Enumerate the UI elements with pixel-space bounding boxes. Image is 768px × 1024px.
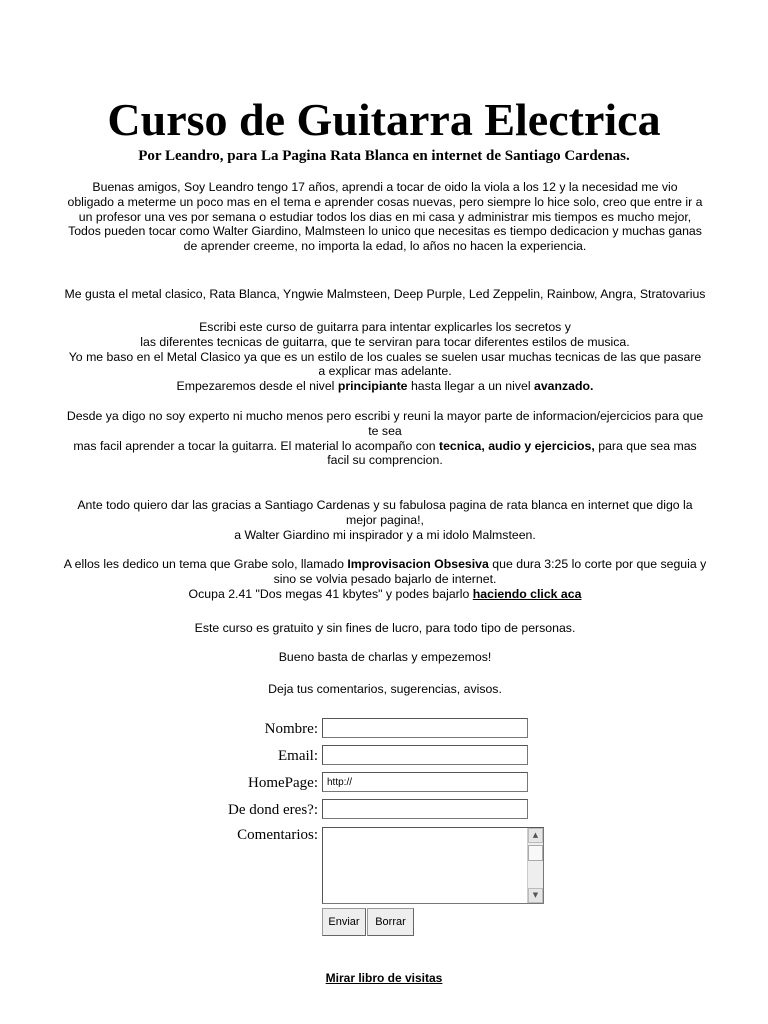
- song-title: Improvisacion Obsesiva: [347, 557, 489, 571]
- dedication-line: [40, 587, 730, 602]
- material-line: facil su comprencion.: [327, 453, 443, 468]
- scroll-thumb[interactable]: [528, 845, 543, 861]
- dedication-paragraph: [40, 557, 730, 601]
- course-line: las diferentes tecnicas de guitarra, que te serviran para tocar diferentes estilos de musica.: [140, 334, 630, 349]
- intro-line: Todos pueden tocar como Walter Giardino, Malmsteen lo unico que necesitas es tiempo dedicacion y muchas ganas: [68, 224, 702, 239]
- comments-scrollbar[interactable]: [527, 828, 543, 903]
- intro-line: de aprender creeme, no importa la edad, lo años no hacen la experiencia.: [183, 239, 587, 254]
- thanks-line: a Walter Giardino mi inspirador y a mi idolo Malmsteen.: [234, 527, 536, 542]
- thanks-paragraph: [40, 498, 730, 542]
- comments-box: [322, 827, 544, 904]
- page-title: Curso de Guitarra Electrica: [107, 94, 661, 145]
- page-subtitle: Por Leandro, para La Pagina Rata Blanca en internet de Santiago Cardenas.: [138, 148, 630, 164]
- bands-paragraph: Me gusta el metal clasico, Rata Blanca, Yngwie Malmsteen, Deep Purple, Led Zeppelin, Rainbow, Angra, Stratovarius: [64, 287, 706, 301]
- course-level-text: Empezaremos desde el nivel: [176, 379, 338, 394]
- course-paragraph: [40, 320, 730, 394]
- submit-button[interactable]: Enviar: [322, 908, 366, 936]
- course-level-line: [40, 379, 730, 394]
- guestbook-link[interactable]: Mirar libro de visitas: [325, 971, 443, 985]
- email-label: Email:: [278, 748, 318, 764]
- thanks-line: mejor pagina!,: [346, 512, 424, 527]
- name-input[interactable]: [322, 718, 528, 738]
- name-label: Nombre:: [264, 721, 318, 737]
- origin-input[interactable]: [322, 799, 528, 819]
- origin-label: De dond eres?:: [228, 802, 318, 818]
- intro-line: Buenas amigos, Soy Leandro tengo 17 años, aprendi a tocar de oido la viola a los 12 y la necesidad me vio: [92, 180, 678, 194]
- footer: [0, 971, 768, 986]
- level-beginner: principiante: [337, 379, 408, 394]
- course-level-text: hasta llegar a un nivel: [407, 379, 534, 394]
- intro-paragraph: [40, 180, 730, 254]
- level-advanced: avanzado.: [534, 379, 594, 394]
- dedication-line: [40, 557, 730, 572]
- dedication-text: que dura 3:25 lo corte por que seguia y: [488, 557, 707, 571]
- comments-textarea[interactable]: [323, 828, 527, 903]
- scroll-up-icon[interactable]: ▲: [528, 828, 543, 843]
- material-highlight: tecnica, audio y ejercicios,: [438, 438, 595, 453]
- email-input[interactable]: [322, 745, 528, 765]
- course-line: Yo me baso en el Metal Clasico ya que es un estilo de los cuales se suelen usar muchas tecnicas de las que pasare: [68, 349, 702, 364]
- material-line: Desde ya digo no soy experto ni mucho menos pero escribi y reuni la mayor parte de informacion/ejercicios para que: [66, 409, 704, 423]
- comments-prompt: Deja tus comentarios, sugerencias, avisos.: [268, 682, 502, 696]
- course-line: a explicar mas adelante.: [318, 364, 452, 379]
- material-text: mas facil aprender a tocar la guitarra. El material lo acompaño con: [73, 438, 439, 453]
- thanks-line: Ante todo quiero dar las gracias a Santiago Cardenas y su fabulosa pagina de rata blanca en internet que digo la: [77, 498, 693, 512]
- free-note: Este curso es gratuito y sin fines de lucro, para todo tipo de personas.: [194, 621, 576, 635]
- dedication-line: sino se volvia pesado bajarlo de internet.: [273, 571, 497, 586]
- download-link[interactable]: haciendo click aca: [472, 586, 582, 601]
- intro-line: un profesor una ves por semana o estudiar todos los dias en mi casa y administrar mis tiempos es mucho mejor,: [78, 209, 692, 224]
- homepage-input[interactable]: [322, 772, 528, 792]
- intro-line: obligado a meterme un poco mas en el tema e aprender cosas nuevas, pero siempre lo hice solo, creo que entre ir a: [67, 194, 703, 209]
- start-note: Bueno basta de charlas y empezemos!: [278, 650, 492, 664]
- course-line: Escribi este curso de guitarra para intentar explicarles los secretos y: [199, 320, 571, 334]
- material-line: [40, 439, 730, 454]
- reset-button[interactable]: Borrar: [367, 908, 414, 936]
- material-paragraph: [40, 409, 730, 468]
- material-line: te sea: [368, 423, 402, 438]
- material-text: para que sea mas: [594, 438, 697, 453]
- scroll-down-icon[interactable]: ▼: [528, 888, 543, 903]
- homepage-label: HomePage:: [248, 775, 318, 791]
- comments-label: Comentarios:: [237, 827, 318, 843]
- dedication-text: Ocupa 2.41 "Dos megas 41 kbytes" y podes bajarlo: [188, 586, 473, 601]
- dedication-text: A ellos les dedico un tema que Grabe solo, llamado: [63, 557, 348, 571]
